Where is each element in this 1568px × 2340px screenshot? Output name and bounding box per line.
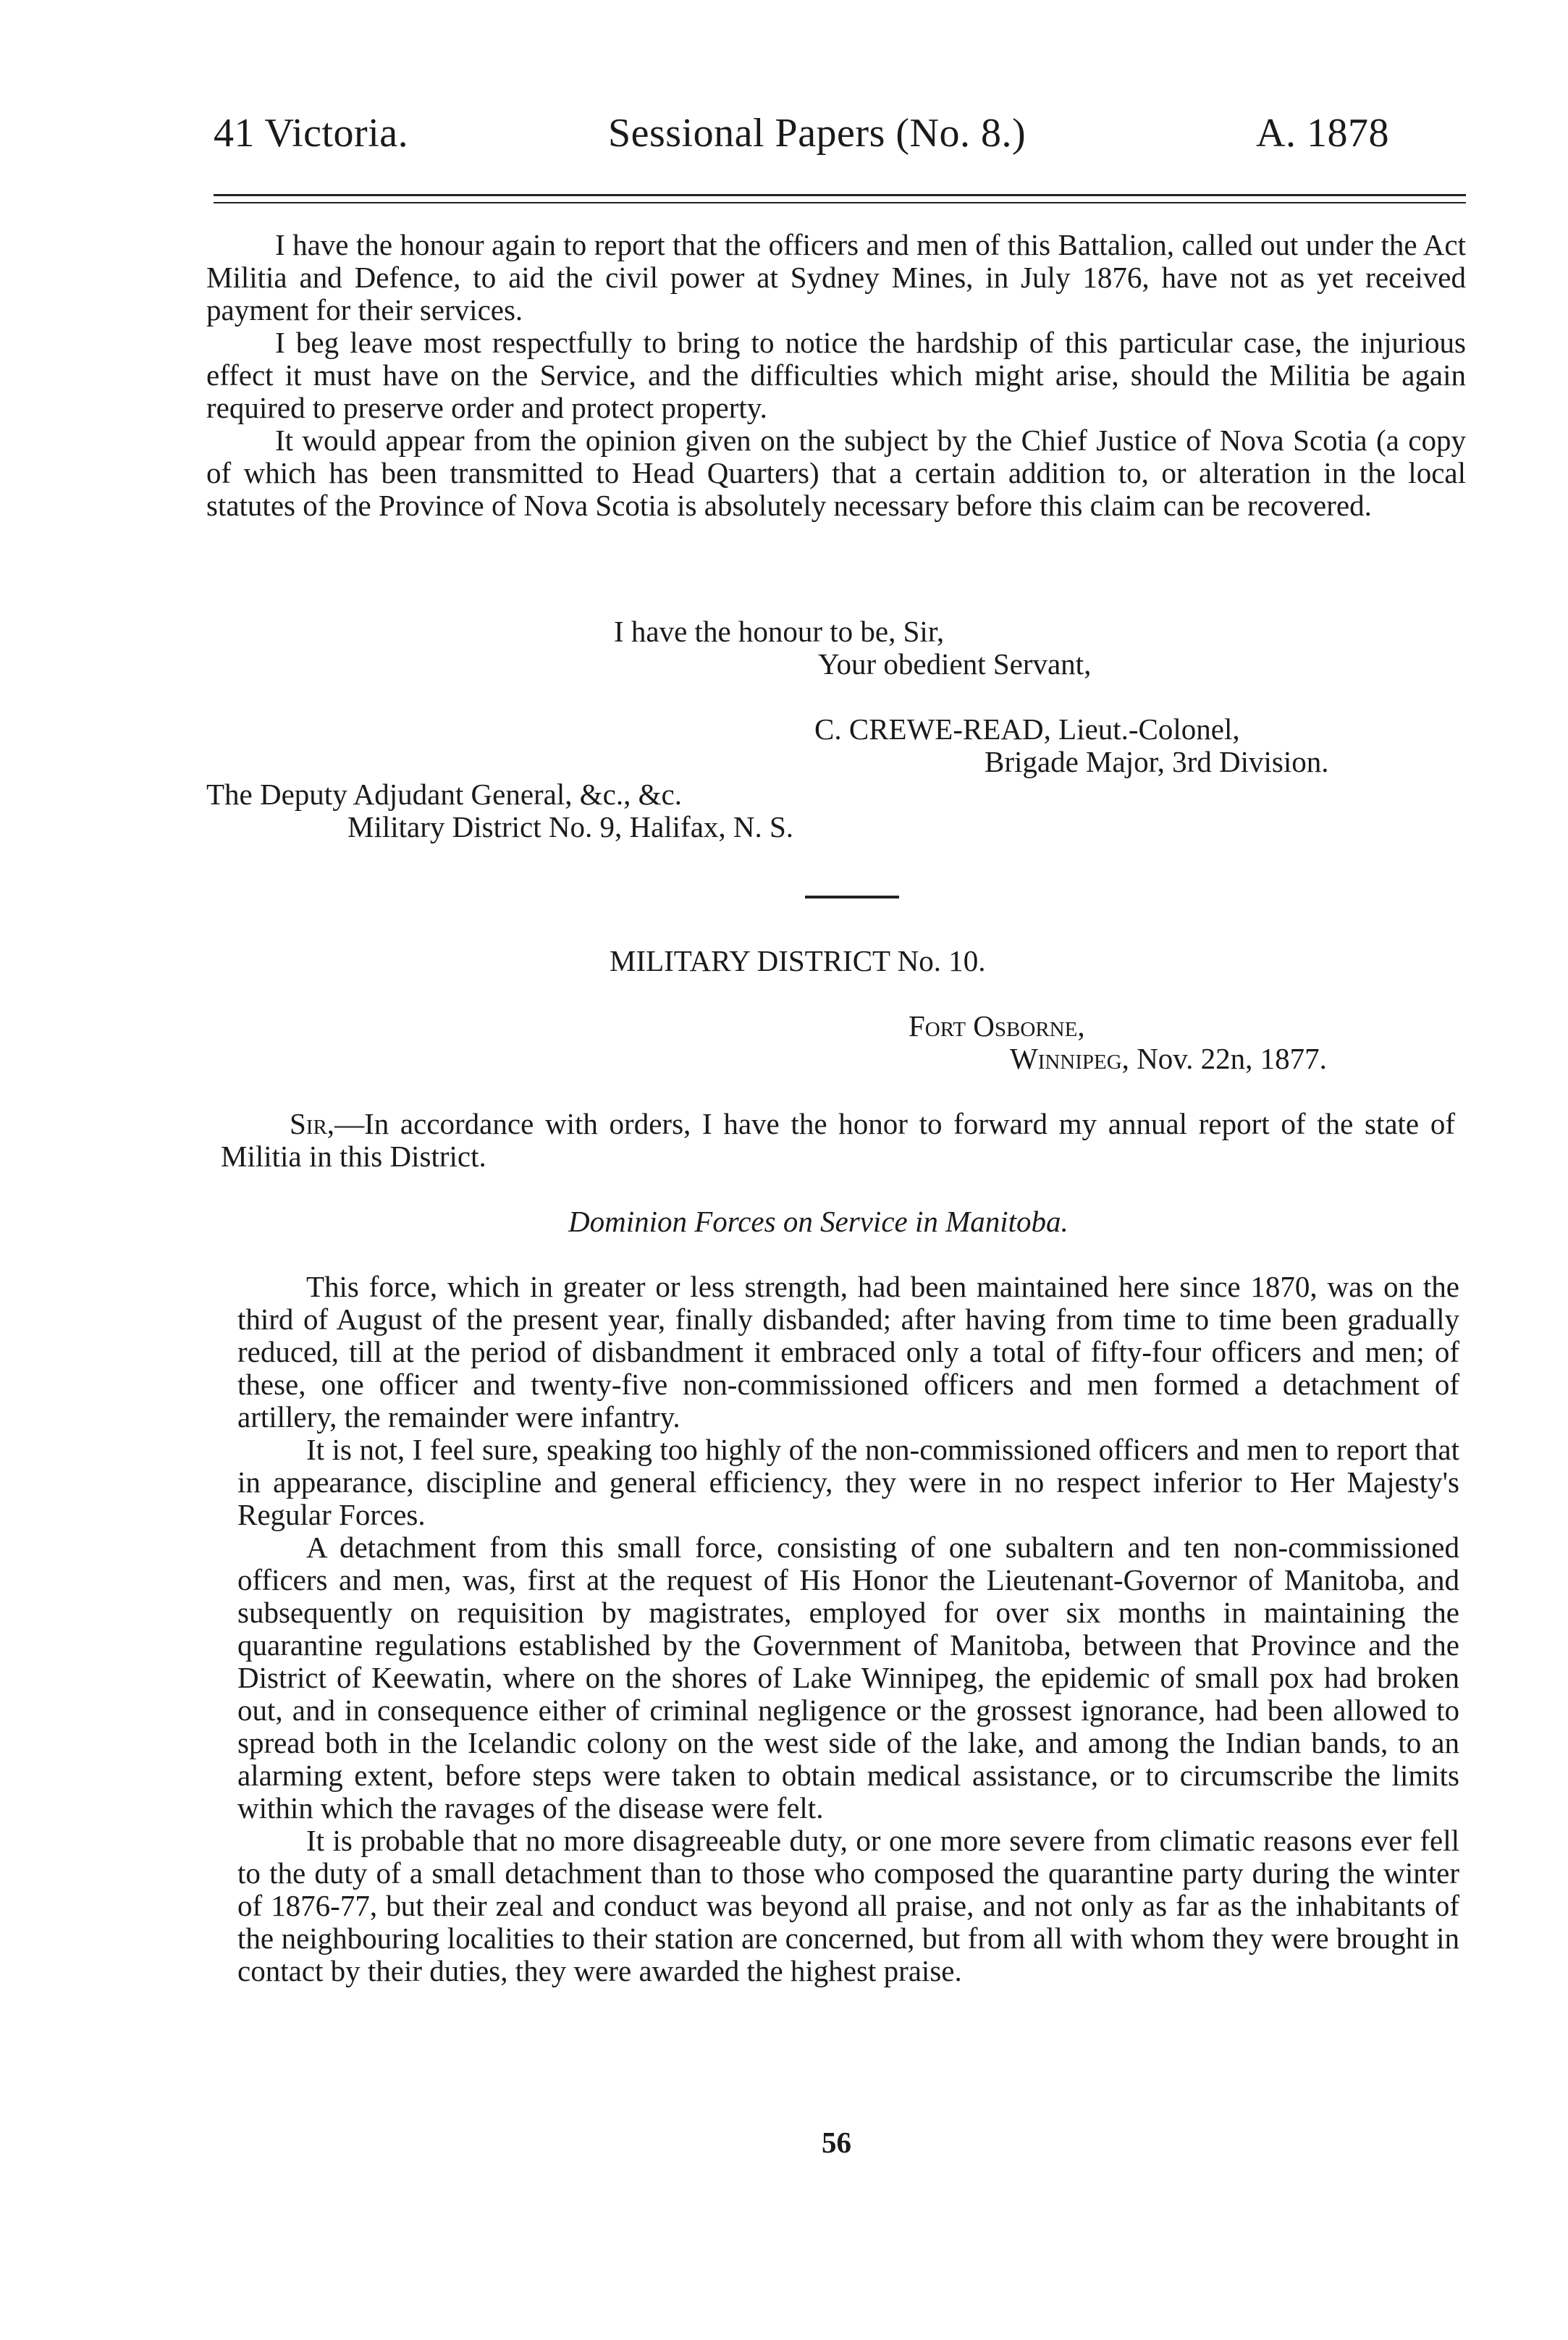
header-rule-top: [214, 194, 1466, 196]
header-left: 41 Victoria.: [214, 111, 409, 156]
section-heading: MILITARY DISTRICT No. 10.: [610, 944, 986, 977]
page-number: 56: [822, 2126, 851, 2159]
place-date-line: [1010, 1043, 1327, 1075]
closing-line-1: I have the honour to be, Sir,: [614, 615, 945, 648]
opening-body: —In accordance with orders, I have the honor to forward my annual report of the state of Militia in this District.: [221, 1107, 1455, 1173]
paragraph: It is probable that no more disagreeable duty, or one more severe from climatic reasons ever fell to the duty of a small detachment than to those who composed the quarantine party during the winter of 1876-77, but their zeal and conduct was beyond all praise, and not only as far as the inhabitants of the neighbouring localities to their station are concerned, but from all with whom they were brought in contact by their duties, they were awarded the highest praise.: [237, 1824, 1459, 1987]
opening-text: [221, 1108, 1455, 1173]
paragraph: A detachment from this small force, consisting of one subaltern and ten non-commissioned officers and men, was, first at the request of His Honor the Lieutenant-Governor of Manitoba, and subsequently on requisition by magistrates, employed for over six months in maintaining the quarantine regulations established by the Government of Manitoba, between that Province and the District of Keewatin, where on the shores of Lake Winnipeg, the epidemic of small pox had broken out, and in consequence either of criminal negligence or the grossest ignorance, had been allowed to spread both in the Icelandic colony on the west side of the lake, and among the Indian bands, to an alarming extent, before steps were taken to obtain medical assistance, or to circumscribe the limits within which the ravages of the disease were felt.: [237, 1531, 1459, 1825]
paragraph: It is not, I feel sure, speaking too highly of the non-commissioned officers and men to report that in appearance, discipline and general efficiency, they were in no respect inferior to Her Majesty's Regular Forces.: [237, 1433, 1459, 1531]
subheading: Dominion Forces on Service in Manitoba.: [568, 1205, 1068, 1238]
salutation: Sir,: [290, 1107, 335, 1140]
header-rule-bottom: [214, 202, 1466, 203]
addressee-line-2: Military District No. 9, Halifax, N. S.: [347, 810, 794, 843]
signature-title: Brigade Major, 3rd Division.: [985, 745, 1329, 778]
paragraph: It would appear from the opinion given on the subject by the Chief Justice of Nova Scotia (a copy of which has been transmitted to Head Quarters) that a certain addition to, or alteration in the local statutes of the Province of Nova Scotia is absolutely necessary before this claim can be recovered.: [206, 424, 1466, 522]
paragraph: This force, which in greater or less strength, had been maintained here since 1870, was on the third of August of the present year, finally disbanded; after having from time to time been gradually reduced, till at the period of disbandment it embraced only a total of fifty-four officers and men; of these, one officer and twenty-five non-commissioned officers and men formed a detachment of artillery, the remainder were infantry.: [237, 1270, 1459, 1434]
letter-body-district-9: [206, 229, 1466, 522]
header-right: A. 1878: [1256, 111, 1389, 156]
opening-paragraph: [221, 1108, 1455, 1173]
place-city: Winnipeg,: [1010, 1042, 1129, 1075]
paragraph: I beg leave most respectfully to bring to notice the hardship of this particular case, the injurious effect it must have on the Service, and the difficulties which might arise, should the Militia be again required to preserve order and protect property.: [206, 326, 1466, 424]
report-body: [237, 1271, 1459, 1987]
signature-name: C. CREWE-READ, Lieut.-Colonel,: [814, 712, 1240, 746]
addressee-line-1: The Deputy Adjudant General, &c., &c.: [206, 778, 682, 811]
place-line-1: Fort Osborne,: [909, 1009, 1085, 1043]
header-center: Sessional Papers (No. 8.): [608, 111, 1027, 156]
place-date: Nov. 22n, 1877.: [1129, 1042, 1327, 1075]
closing-line-2: Your obedient Servant,: [818, 647, 1092, 681]
section-divider: [805, 896, 899, 898]
paragraph: I have the honour again to report that the officers and men of this Battalion, called out under the Act Militia and Defence, to aid the civil power at Sydney Mines, in July 1876, have not as yet received payment for their services.: [206, 228, 1466, 327]
